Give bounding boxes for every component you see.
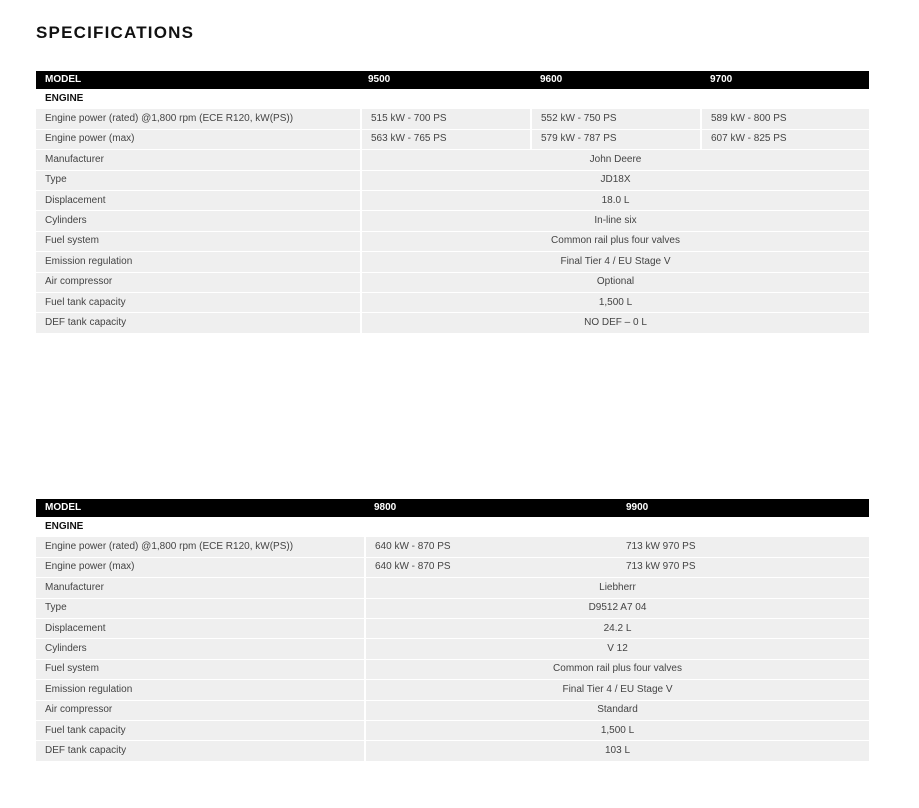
row-label: Air compressor xyxy=(36,272,361,292)
row-label: Fuel system xyxy=(36,659,365,679)
row-value: V 12 xyxy=(365,639,869,659)
table-row xyxy=(36,150,869,170)
row-label: Engine power (rated) @1,800 rpm (ECE R120, kW(PS)) xyxy=(36,109,361,129)
header-model-9800: 9800 xyxy=(365,499,617,517)
page-title: SPECIFICATIONS xyxy=(36,23,195,42)
row-value: 713 kW 970 PS xyxy=(617,537,869,557)
table-row xyxy=(36,598,869,618)
table-row xyxy=(36,129,869,149)
header-model-9900: 9900 xyxy=(617,499,869,517)
header-model: MODEL xyxy=(36,71,361,89)
row-value: 24.2 L xyxy=(365,618,869,638)
row-label: Fuel tank capacity xyxy=(36,720,365,740)
row-label: Cylinders xyxy=(36,211,361,231)
row-label: Air compressor xyxy=(36,700,365,720)
row-label: Cylinders xyxy=(36,639,365,659)
row-value: Final Tier 4 / EU Stage V xyxy=(361,252,869,272)
table-row xyxy=(36,639,869,659)
section-row xyxy=(36,517,869,537)
table-row xyxy=(36,557,869,577)
section-engine: ENGINE xyxy=(36,517,869,537)
header-model-9500: 9500 xyxy=(361,71,531,89)
row-label: Displacement xyxy=(36,190,361,210)
table-row xyxy=(36,109,869,129)
spec-table-liebherr xyxy=(36,499,869,762)
header-model: MODEL xyxy=(36,499,365,517)
row-label: Type xyxy=(36,170,361,190)
row-label: Manufacturer xyxy=(36,578,365,598)
table-row xyxy=(36,292,869,312)
row-label: Engine power (max) xyxy=(36,557,365,577)
section-row xyxy=(36,89,869,109)
table-row xyxy=(36,680,869,700)
row-value: NO DEF – 0 L xyxy=(361,313,869,333)
row-value: 103 L xyxy=(365,741,869,761)
row-label: Engine power (max) xyxy=(36,129,361,149)
row-value: JD18X xyxy=(361,170,869,190)
row-value: 1,500 L xyxy=(361,292,869,312)
row-value: 640 kW - 870 PS xyxy=(365,537,617,557)
row-label: Emission regulation xyxy=(36,252,361,272)
row-value: Final Tier 4 / EU Stage V xyxy=(365,680,869,700)
row-value: 1,500 L xyxy=(365,720,869,740)
row-label: Manufacturer xyxy=(36,150,361,170)
header-model-9600: 9600 xyxy=(531,71,701,89)
row-label: DEF tank capacity xyxy=(36,741,365,761)
row-label: Type xyxy=(36,598,365,618)
row-value: D9512 A7 04 xyxy=(365,598,869,618)
row-label: Emission regulation xyxy=(36,680,365,700)
spec-table-john-deere xyxy=(36,71,869,334)
row-value: 579 kW - 787 PS xyxy=(531,129,701,149)
table-row xyxy=(36,537,869,557)
row-value: Standard xyxy=(365,700,869,720)
row-label: Fuel system xyxy=(36,231,361,251)
table-row xyxy=(36,659,869,679)
header-row xyxy=(36,71,869,89)
row-label: DEF tank capacity xyxy=(36,313,361,333)
row-value: John Deere xyxy=(361,150,869,170)
table-row xyxy=(36,190,869,210)
row-value: 607 kW - 825 PS xyxy=(701,129,869,149)
row-value: 563 kW - 765 PS xyxy=(361,129,531,149)
row-label: Fuel tank capacity xyxy=(36,292,361,312)
row-value: Common rail plus four valves xyxy=(365,659,869,679)
row-value: 515 kW - 700 PS xyxy=(361,109,531,129)
row-value: Common rail plus four valves xyxy=(361,231,869,251)
row-value: Liebherr xyxy=(365,578,869,598)
row-value: 713 kW 970 PS xyxy=(617,557,869,577)
row-value: In-line six xyxy=(361,211,869,231)
row-value: 589 kW - 800 PS xyxy=(701,109,869,129)
table-row xyxy=(36,618,869,638)
header-row xyxy=(36,499,869,517)
table-row xyxy=(36,578,869,598)
table-row xyxy=(36,211,869,231)
table-row xyxy=(36,231,869,251)
row-value: 552 kW - 750 PS xyxy=(531,109,701,129)
table-row xyxy=(36,170,869,190)
table-row xyxy=(36,252,869,272)
table-row xyxy=(36,720,869,740)
row-label: Engine power (rated) @1,800 rpm (ECE R120, kW(PS)) xyxy=(36,537,365,557)
row-value: Optional xyxy=(361,272,869,292)
row-label: Displacement xyxy=(36,618,365,638)
table-row xyxy=(36,272,869,292)
table-row xyxy=(36,313,869,333)
table-row xyxy=(36,700,869,720)
row-value: 640 kW - 870 PS xyxy=(365,557,617,577)
header-model-9700: 9700 xyxy=(701,71,869,89)
row-value: 18.0 L xyxy=(361,190,869,210)
section-engine: ENGINE xyxy=(36,89,869,109)
table-row xyxy=(36,741,869,761)
